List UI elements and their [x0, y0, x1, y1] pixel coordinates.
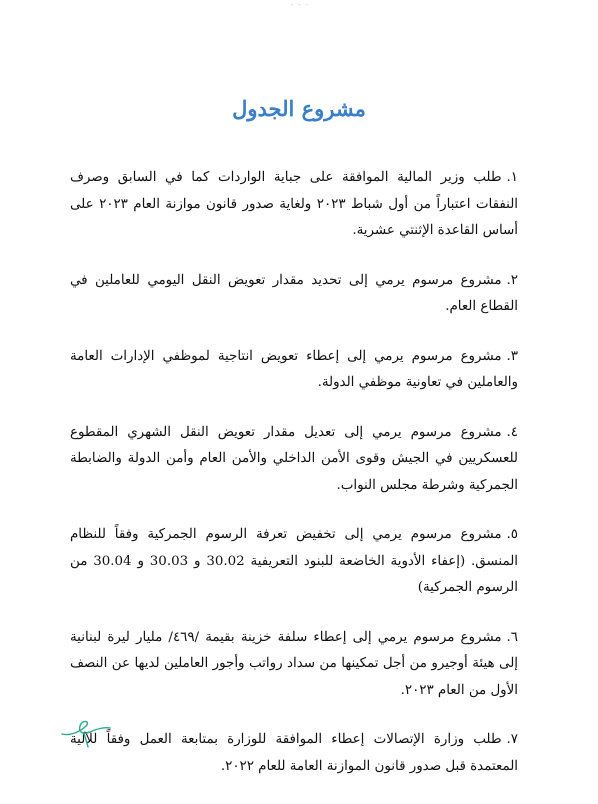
agenda-item-text: طلب وزارة الإتصالات إعطاء الموافقة للوزارة بمتابعة العمل وفقاً للآلية المعتمدة قبل صدور قانون الموازنة العامة للعام ٢٠٢٢. — [70, 732, 518, 774]
agenda-item — [70, 625, 518, 705]
agenda-item-number: ٦. — [506, 629, 518, 645]
agenda-item-text: مشروع مرسوم يرمي إلى إعطاء تعويض انتاجية لموظفي الإدارات العامة والعاملين في تعاونية موظفي الدولة. — [70, 348, 518, 390]
agenda-item-number: ٥. — [506, 527, 518, 542]
agenda-item-text: مشروع مرسوم يرمي إلى تخفيض تعرفة الرسوم الجمركية وفقاً للنظام المنسق. (إعفاء الأدوية الخاضعة للبنود التعريفية 30.02 و 30.03 و 30.04 من الرسوم الجمركية) — [70, 527, 519, 595]
agenda-item — [70, 268, 518, 321]
page-title: مشروع الجدول — [232, 96, 366, 121]
agenda-item-number: ٤. — [506, 424, 518, 440]
agenda-item — [70, 165, 518, 245]
agenda-item-text: مشروع مرسوم يرمي إلى تعديل مقدار تعويض النقل الشهري المقطوع للعسكريين في الجيش وقوى الأمن الداخلي والأمن العام وأمن الدولة والضابطة الجمركية وشرطة مجلس النواب. — [70, 424, 518, 493]
agenda-item-text: مشروع مرسوم يرمي إلى إعطاء سلفة خزينة بقيمة /٤٦٩/ مليار ليرة لبنانية إلى هيئة أوجيرو من أجل تمكينها من سداد رواتب وأجور العاملين لديها عن النصف الأول من العام ٢٠٢٣. — [70, 629, 518, 698]
handwritten-initial-signature — [60, 718, 112, 748]
top-header-mark: - - - — [290, 0, 310, 9]
agenda-item-number: ٧. — [506, 732, 518, 747]
agenda-item-number: ١. — [506, 170, 518, 185]
agenda-item-number: ٣. — [506, 348, 518, 364]
agenda-item-number: ٢. — [506, 272, 518, 288]
agenda-item — [70, 522, 518, 602]
agenda-item-text: طلب وزير المالية الموافقة على جباية الواردات كما في السابق وصرف النفقات اعتباراً من أول شباط ٢٠٢٣ ولغاية صدور قانون موازنة العام ٢٠٢٣ على أساس القاعدة الإثنتي عشرية. — [70, 170, 519, 238]
agenda-item — [70, 420, 518, 500]
agenda-item-text: مشروع مرسوم يرمي إلى تحديد مقدار تعويض النقل اليومي للعاملين في القطاع العام. — [70, 272, 518, 314]
agenda-list — [70, 165, 518, 780]
agenda-item — [70, 727, 518, 780]
agenda-item — [70, 344, 518, 397]
